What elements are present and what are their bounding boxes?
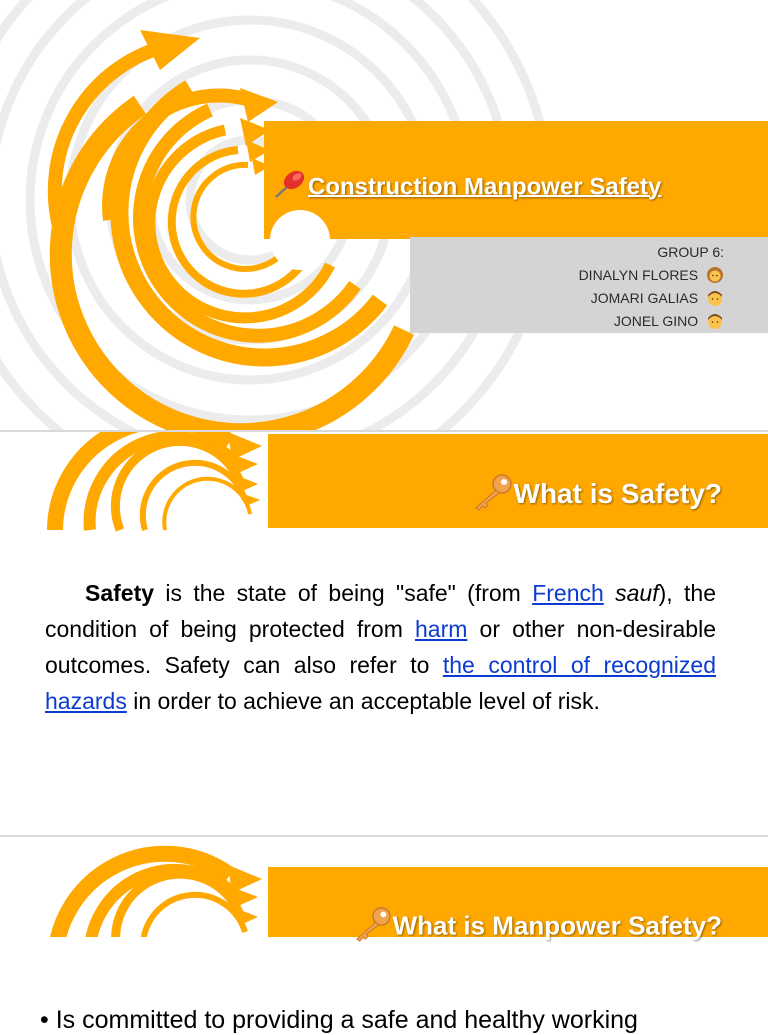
link-control-hazards[interactable]: the control of recognized hazards: [45, 652, 716, 714]
link-french[interactable]: French: [532, 580, 604, 606]
slide-title: [272, 168, 661, 207]
slide-title: [470, 473, 722, 518]
slide-title: [351, 906, 722, 949]
woman-icon: [706, 266, 724, 284]
title-text: What is Safety?: [513, 477, 722, 509]
title-text: What is Manpower Safety?: [392, 910, 722, 941]
term-safety: Safety: [85, 580, 155, 606]
title-slide: [0, 0, 768, 430]
bullet-item: • Is committed to providing a safe and healthy working: [40, 1006, 638, 1034]
man-icon: [706, 312, 724, 330]
group-members: [579, 241, 724, 333]
title-text: Construction Manpower Safety: [308, 173, 662, 201]
spiral-arrows-graphic: [0, 0, 768, 430]
member-row: [579, 287, 724, 310]
group-label: GROUP 6:: [657, 244, 724, 260]
member-name: JONEL GINO: [613, 313, 699, 329]
man-icon: [706, 289, 724, 307]
text-run: is the state of being "safe" (from: [154, 580, 533, 606]
text-run: in order to achieve an acceptable level of risk.: [126, 688, 600, 714]
italic-sauf: sauf: [615, 580, 659, 606]
text-run: ), the condition of being protected from: [45, 580, 716, 642]
member-row: [579, 264, 724, 287]
member-name: DINALYN FLORES: [578, 267, 699, 283]
key-icon: [351, 906, 393, 949]
pushpin-icon: [272, 168, 308, 207]
link-harm[interactable]: harm: [415, 616, 468, 642]
safety-definition: [45, 575, 716, 719]
member-name: JOMARI GALIAS: [590, 290, 699, 306]
key-icon: [470, 473, 514, 518]
bullet-text: Is committed to providing a safe and healthy working: [55, 1006, 638, 1034]
member-row: [579, 310, 724, 333]
text-run: or other non-desirable outcomes. Safety can also refer to: [45, 616, 716, 678]
